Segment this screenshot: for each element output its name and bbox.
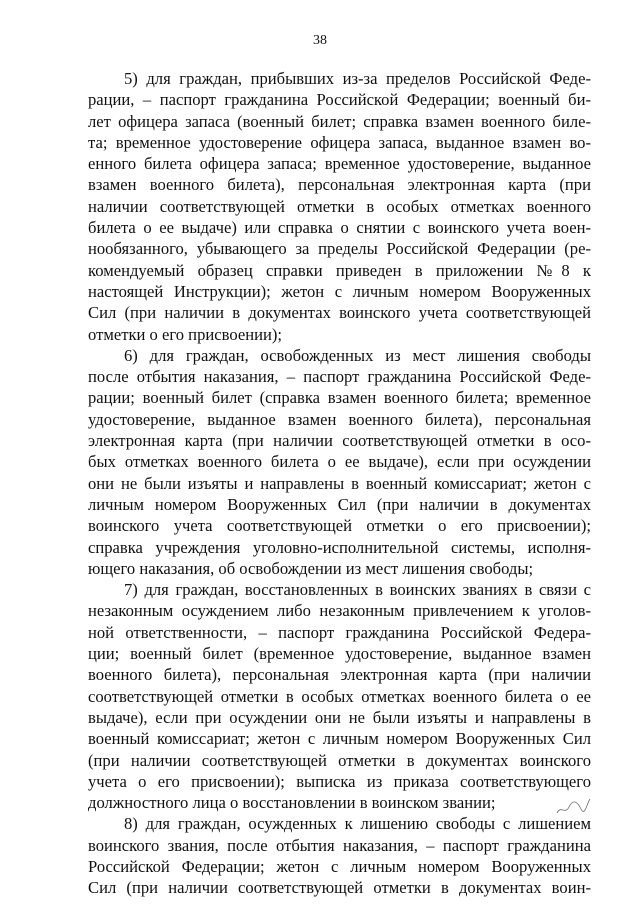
text-line: незаконным осуждением либо незаконным привлечением к уголов- <box>88 601 591 621</box>
text-line: 7) для граждан, восстановленных в воинских званиях в связи с <box>124 580 591 600</box>
text-line: выдаче), если при осуждении они не были изъяты и направлены в <box>88 707 591 727</box>
text-line: они не были изъяты и направлены в военный комиссариат; жетон с <box>88 473 591 493</box>
text-line: Российской Федерации; жетон с личным номером Вооруженных <box>88 856 591 876</box>
text-line: рации; военный билет (справка взамен военного билета; временное <box>88 388 591 408</box>
text-line: настоящей Инструкции); жетон с личным номером Вооруженных <box>88 281 591 301</box>
text-line: комендуемый образец справки приведен в приложении №8 к <box>88 260 591 280</box>
text-line: Сил (при наличии соответствующей отметки в документах воин- <box>88 878 591 898</box>
handwritten-mark <box>553 795 593 819</box>
text-line: наличии соответствующей отметки в особых отметках военного <box>88 196 591 216</box>
text-line: та; временное удостоверение офицера запаса, выданное взамен во- <box>88 132 591 152</box>
text-line: рации, – паспорт гражданина Российской Федерации; военный би- <box>88 90 591 110</box>
text-line: 5) для граждан, прибывших из-за пределов Российской Феде- <box>124 69 591 88</box>
text-line: ции; военный билет (временное удостоверение, выданное взамен <box>88 644 591 664</box>
text-line: удостоверение, выданное взамен военного билета), персональная <box>88 409 591 429</box>
text-line: ющего наказания, об освобождении из мест лишения свободы; <box>88 558 534 578</box>
text-line: 6) для граждан, освобожденных из мест лишения свободы <box>124 345 591 365</box>
text-line: (при наличии соответствующей отметки в документах воинского <box>88 750 591 770</box>
text-line: военного билета), персональная электронная карта (при наличии <box>88 665 591 685</box>
paragraph <box>88 345 591 579</box>
text-line: ной ответственности, – паспорт гражданина Российской Федера- <box>88 622 591 642</box>
text-line: лет офицера запаса (военный билет; справка взамен военного биле- <box>88 111 591 131</box>
text-line: 8) для граждан, осужденных к лишению свободы с лишением <box>124 814 591 834</box>
text-line: соответствующей отметки в особых отметках военного билета о ее <box>88 686 591 706</box>
text-line: электронная карта (при наличии соответствующей отметки в осо- <box>88 431 591 451</box>
text-line: Сил (при наличии в документах воинского учета соответствующей <box>88 303 591 323</box>
text-line: енного билета офицера запаса; временное удостоверение, выданное <box>88 154 591 174</box>
text-line: билета о ее выдаче) или справка о снятии с воинского учета воен- <box>88 218 591 238</box>
text-line: нообязанного, убывающего за пределы Российской Федерации (ре- <box>88 239 591 259</box>
text-line: должностного лица о восстановлении в воинском звании; <box>88 793 496 813</box>
paragraph <box>88 68 591 345</box>
text-line: бых отметках военного билета о ее выдаче), если при осуждении <box>88 452 591 472</box>
text-line: отметки о его присвоении); <box>88 324 282 344</box>
text-line: взамен военного билета), персональная электронная карта (при <box>88 175 591 195</box>
text-line: военный комиссариат; жетон с личным номером Вооруженных Сил <box>88 729 591 749</box>
text-line: воинского учета соответствующей отметки о его присвоении); <box>88 516 591 536</box>
paragraph <box>88 579 591 813</box>
text-line: воинского звания, после отбытия наказания, – паспорт гражданина <box>88 835 591 855</box>
text-line: справка учреждения уголовно-исполнительной системы, исполня- <box>88 537 591 557</box>
document-body <box>88 68 591 899</box>
text-line: после отбытия наказания, – паспорт гражданина Российской Феде- <box>88 367 591 387</box>
text-line: учета о его присвоении); выписка из приказа соответствующего <box>88 771 591 791</box>
page-number: 38 <box>313 33 327 48</box>
text-line: личным номером Вооруженных Сил (при наличии в документах <box>88 494 591 514</box>
paragraph <box>88 813 591 898</box>
